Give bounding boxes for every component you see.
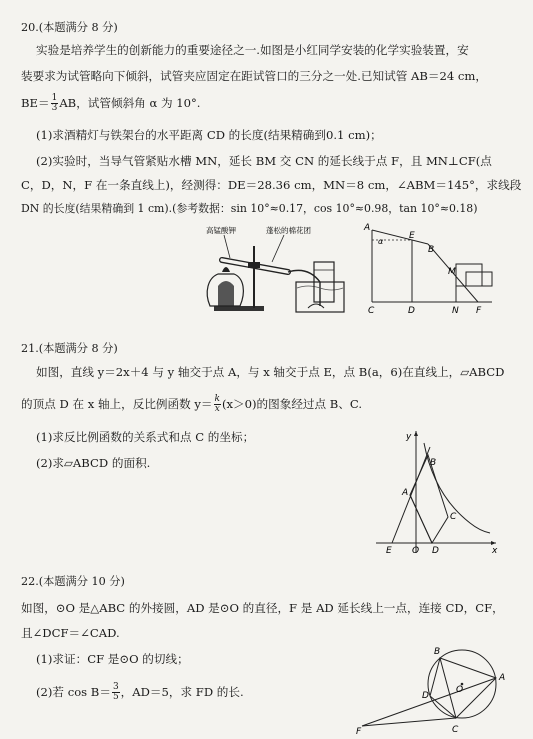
flame (222, 267, 230, 272)
q20-line3-post: AB，试管倾斜角 α 为 10°. (59, 95, 201, 110)
jar-outline (466, 272, 492, 286)
label-C: C (452, 725, 459, 735)
hyperbola-curve (424, 443, 490, 533)
q21-part1: (1)求反比例函数的关系式和点 C 的坐标； (36, 430, 255, 444)
q20-geometry-diagram (362, 222, 502, 314)
trough-outline (456, 264, 482, 286)
label-B: B (434, 647, 441, 657)
delivery-tube (288, 270, 320, 306)
q22-frac-num: 3 (112, 682, 119, 692)
q21-line2-post: (x＞0)的图象经过点 B、C. (222, 396, 363, 411)
q22-header: 22.(本题满分 10 分) (21, 575, 125, 588)
q20-part1: (1)求酒精灯与铁架台的水平距离 CD 的长度(结果精确到0.1 cm)； (36, 128, 382, 142)
label-y: y (406, 432, 412, 442)
label-N: N (452, 306, 459, 314)
q21-frac-num: k (214, 394, 220, 404)
label-C: C (368, 306, 375, 314)
q20-lab-apparatus-figure (196, 222, 350, 318)
label-F: F (476, 306, 482, 314)
label-alpha: α (378, 237, 384, 246)
label-pointer-1 (224, 235, 230, 258)
label-D: D (422, 691, 429, 701)
q22-fraction (112, 683, 120, 703)
y-axis-arrow (414, 431, 418, 436)
q20-frac-num: 1 (51, 93, 58, 103)
label-M: M (448, 267, 456, 277)
q22-frac-den: 5 (112, 692, 119, 703)
q22-stem-line1: 如图，⊙O 是△ABC 的外接圆，AD 是⊙O 的直径，F 是 AD 延长线上一点，连接 CD，CF， (21, 601, 504, 615)
q20-stem-line1: 实验是培养学生的创新能力的重要途径之一.如图是小红同学安装的化学实验装置，安 (36, 43, 469, 57)
stand-base (214, 306, 264, 311)
label-A: A (364, 223, 371, 233)
alcohol-lamp (218, 281, 234, 306)
q21-line2-pre: 的顶点 D 在 x 轴上，反比例函数 y＝ (21, 396, 213, 411)
line-CD (430, 696, 456, 718)
q22-part2 (36, 683, 244, 703)
side-AD (410, 495, 432, 543)
q21-part2: (2)求▱ABCD 的面积. (36, 456, 151, 470)
label-pointer-2 (272, 235, 284, 262)
line-y-2x-4 (392, 447, 430, 543)
q20-stem-line3 (21, 94, 200, 114)
q20-part2-line3: DN 的长度(结果精确到 1 cm).(参考数据：sin 10°≈0.17，cos 10°≈0.98，tan 10°≈0.18) (21, 202, 478, 215)
q21-stem-line1: 如图，直线 y＝2x＋4 与 y 轴交于点 A，与 x 轴交于点 E，点 B(a，6)在直线上，▱ABCD (36, 365, 505, 379)
label-cotton: 蓬松的棉花团 (266, 226, 311, 235)
label-E: E (386, 546, 392, 556)
label-D: D (432, 546, 439, 556)
label-F: F (356, 727, 362, 736)
label-A: A (499, 673, 506, 683)
q22-part2-post: ，AD＝5，求 FD 的长. (120, 684, 244, 699)
label-O: O (412, 546, 420, 556)
q20-part2-line1: (2)实验时，当导气管紧贴水槽 MN，延长 BM 交 CN 的延长线于点 F，且 MN⊥CF(点 (36, 154, 492, 168)
q22-part2-pre: (2)若 cos B＝ (36, 684, 111, 699)
line-AF (362, 678, 496, 726)
q21-frac-den: x (214, 404, 220, 415)
bubbles (308, 304, 324, 308)
q22-part1: (1)求证：CF 是⊙O 的切线； (36, 652, 189, 666)
line-CF (362, 718, 456, 726)
q21-stem-line2 (21, 395, 362, 415)
q22-circle-diagram (354, 642, 514, 736)
q20-frac-den: 3 (51, 103, 58, 114)
label-B: B (430, 458, 437, 468)
clamp (248, 262, 260, 268)
label-x: x (492, 546, 498, 556)
label-D: D (408, 306, 415, 314)
x-axis-arrow (491, 541, 496, 545)
label-E: E (409, 231, 415, 241)
q20-line3-pre: BE＝ (21, 95, 50, 110)
label-C: C (450, 512, 457, 522)
q20-stem-line2: 装要求为试管略向下倾斜，试管夹应固定在距试管口的三分之一处.已知试管 AB＝24 cm， (21, 69, 487, 83)
q21-header: 21.(本题满分 8 分) (21, 342, 118, 355)
q20-part2-line2: C，D，N，F 在一条直线上)，经测得：DE＝28.36 cm，MN＝8 cm，∠ABM＝145°，求线段 (21, 178, 522, 192)
label-A: A (402, 488, 409, 498)
q22-stem-line2: 且∠DCF＝∠CAD. (21, 626, 120, 640)
label-potassium-permanganate: 高锰酸钾 (206, 226, 236, 235)
q21-coordinate-diagram (372, 425, 502, 557)
label-B: B (428, 245, 435, 255)
label-O: O (456, 685, 464, 695)
q20-header: 20.(本题满分 8 分) (21, 21, 118, 34)
q21-fraction (214, 395, 221, 415)
q20-fraction (51, 94, 59, 114)
